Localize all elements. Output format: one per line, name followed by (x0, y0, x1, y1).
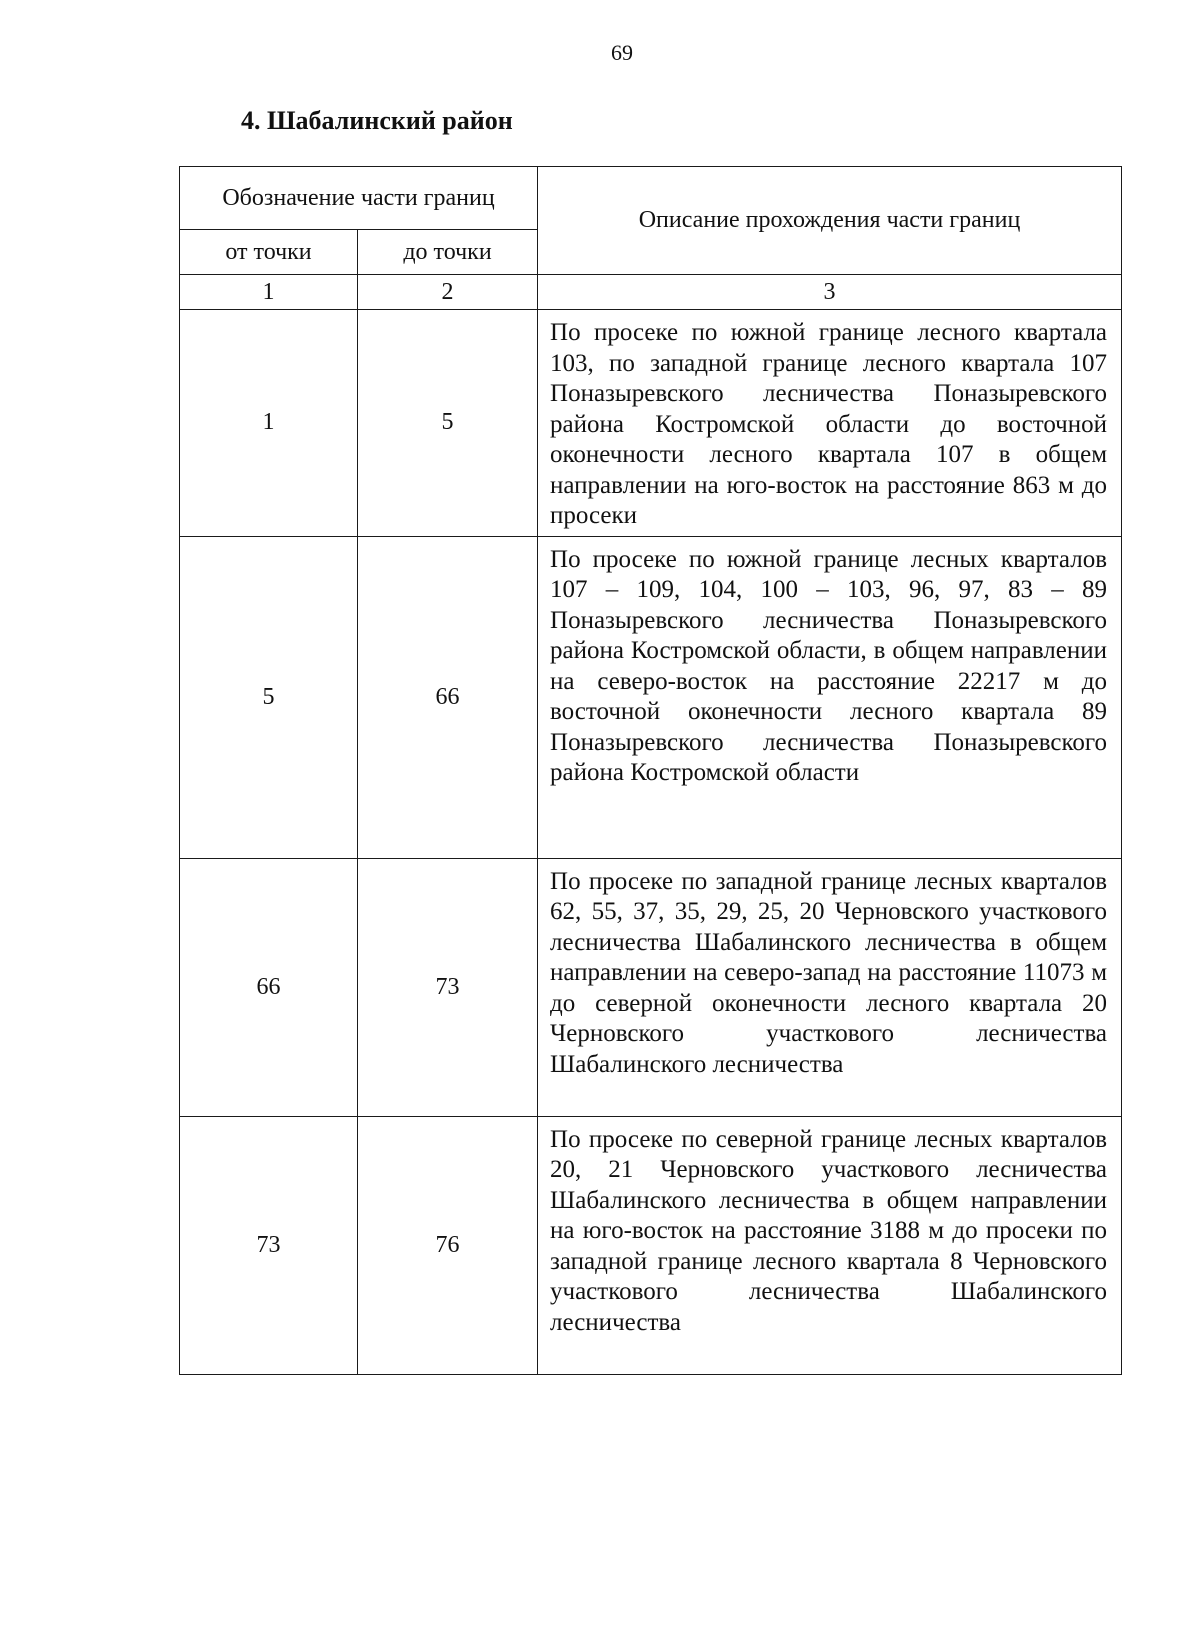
from-point-cell: 73 (180, 1116, 358, 1374)
table-row (180, 1116, 1122, 1374)
header-from-point: от точки (180, 230, 358, 275)
table-row (180, 536, 1122, 858)
description-cell: По просеке по южной границе лесного квартала 103, по западной границе лесного квартала 107 Поназыревского лесничества Поназыревского района Костромской области до восточной оконечности лесного квартала 107 в общем направлении на юго-восток на расстояние 863 м до просеки (538, 310, 1122, 537)
header-description: Описание прохождения части границ (538, 167, 1122, 275)
description-cell: По просеке по южной границе лесных кварталов 107 – 109, 104, 100 – 103, 96, 97, 83 – 89 Поназыревского лесничества Поназыревского района Костромской области, в общем направлении на северо-восток на расстояние 22217 м до восточной оконечности лесного квартала 89 Поназыревского лесничества Поназыревского района Костромской области (538, 536, 1122, 858)
table-row (180, 858, 1122, 1116)
table-row (180, 310, 1122, 537)
header-to-point: до точки (358, 230, 538, 275)
column-number-row (180, 275, 1122, 310)
column-number: 2 (358, 275, 538, 310)
section-title: 4. Шабалинский район (241, 106, 513, 135)
from-point-cell: 1 (180, 310, 358, 537)
boundary-table-container (179, 166, 1121, 1375)
page-number: 69 (611, 40, 633, 65)
description-cell: По просеке по северной границе лесных кварталов 20, 21 Черновского участкового лесничества Шабалинского лесничества в общем направлении на юго-восток на расстояние 3188 м до просеки по западной границе лесного квартала 8 Черновского участкового лесничества Шабалинского лесничества (538, 1116, 1122, 1374)
from-point-cell: 5 (180, 536, 358, 858)
description-cell: По просеке по западной границе лесных кварталов 62, 55, 37, 35, 29, 25, 20 Черновского участкового лесничества Шабалинского лесничества в общем направлении на северо-запад на расстояние 11073 м до северной оконечности лесного квартала 20 Черновского участкового лесничества Шабалинского лесничества (538, 858, 1122, 1116)
table-header-row (180, 167, 1122, 230)
boundary-table (179, 166, 1122, 1375)
column-number: 1 (180, 275, 358, 310)
to-point-cell: 5 (358, 310, 538, 537)
to-point-cell: 66 (358, 536, 538, 858)
header-boundary-designation: Обозначение части границ (180, 167, 538, 230)
column-number: 3 (538, 275, 1122, 310)
to-point-cell: 73 (358, 858, 538, 1116)
to-point-cell: 76 (358, 1116, 538, 1374)
from-point-cell: 66 (180, 858, 358, 1116)
